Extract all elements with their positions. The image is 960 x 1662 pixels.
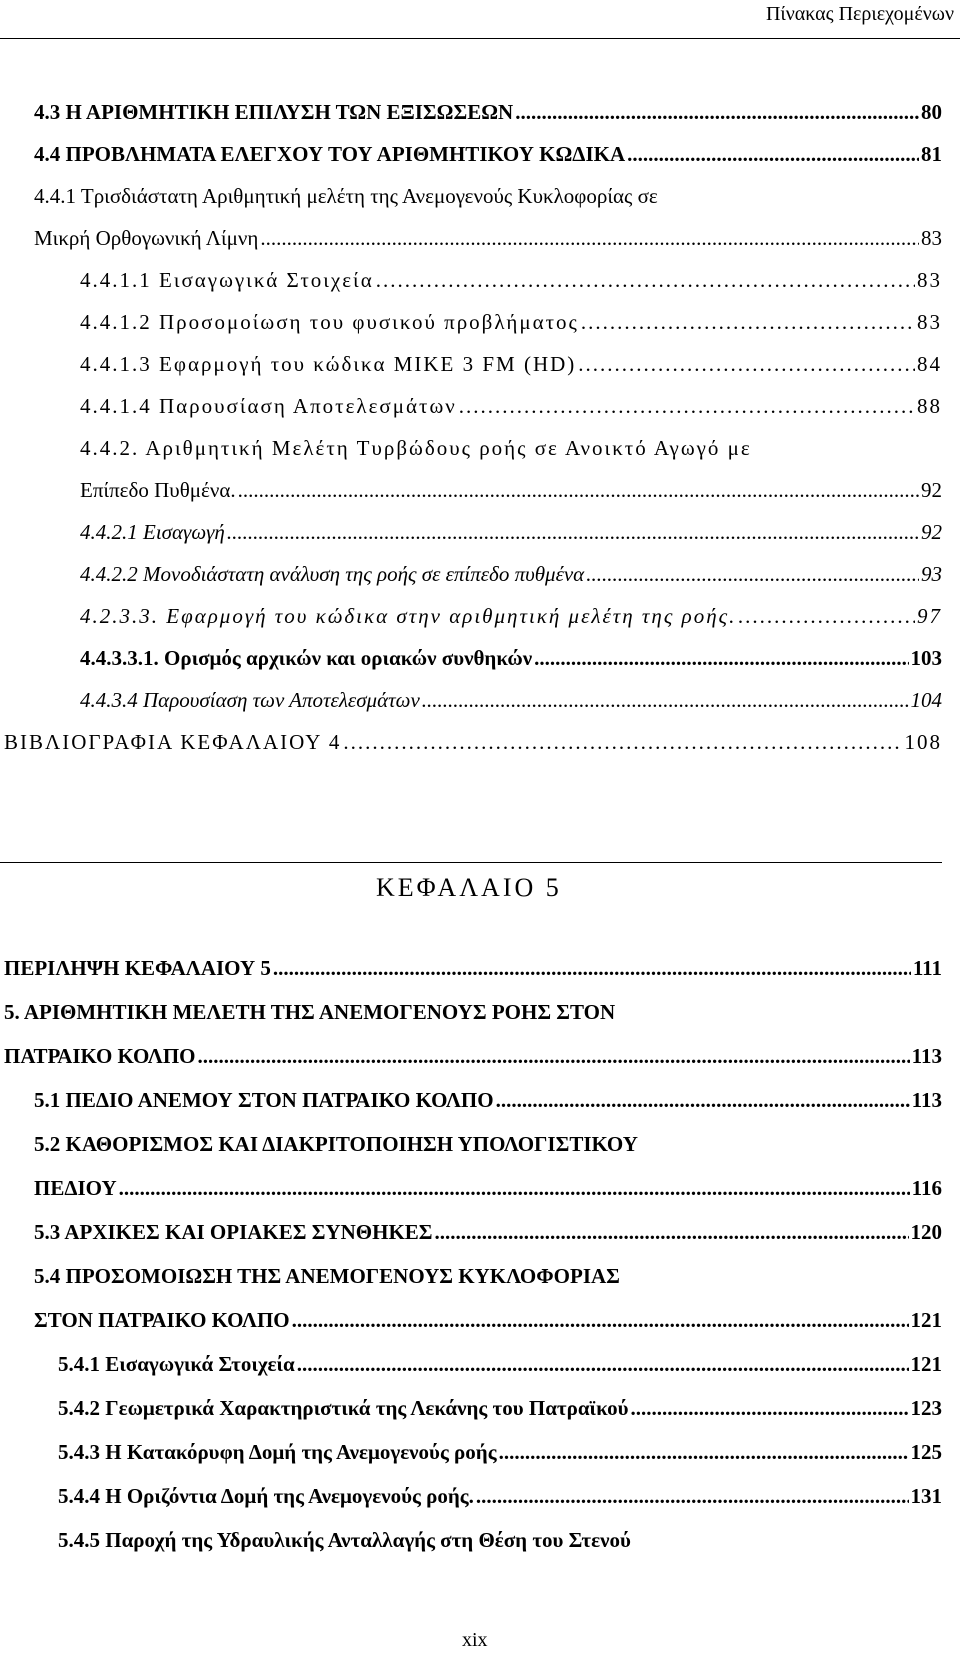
chapter-rule bbox=[0, 862, 942, 863]
toc-entry[interactable]: 4.3 Η ΑΡΙΘΜΗΤΙΚΗ ΕΠΙΛΥΣΗ ΤΩΝ ΕΞΙΣΩΣΕΩΝ ..... 80 bbox=[34, 96, 942, 128]
toc-page-number: 123 bbox=[910, 1396, 942, 1420]
toc-page-number: 80 bbox=[921, 100, 942, 124]
toc-page-number: 121 bbox=[910, 1308, 942, 1332]
toc-entry[interactable]: ΒΙΒΛΙΟΓΡΑΦΙΑ ΚΕΦΑΛΑΙΟΥ 4 ..... 108 bbox=[4, 726, 942, 758]
toc-entry[interactable]: 4.2.3.3. Εφαρμογή του κώδικα στην αριθμητική μελέτη της ροής. ..... 97 bbox=[80, 600, 942, 632]
toc-page-number: 81 bbox=[921, 142, 942, 166]
toc-leader bbox=[238, 474, 919, 506]
toc-page-number: 103 bbox=[910, 646, 942, 670]
toc-leader bbox=[376, 264, 915, 296]
page-number: xix bbox=[462, 1629, 488, 1651]
toc-page-number: 113 bbox=[911, 1088, 942, 1112]
toc-page-number: 120 bbox=[910, 1220, 942, 1244]
header-rule bbox=[0, 38, 960, 39]
toc-entry[interactable]: 4.4.1.2 Προσομοίωση του φυσικού προβλήματος ..... 83 bbox=[80, 306, 942, 338]
toc-leader bbox=[581, 306, 915, 338]
toc-page-number: 93 bbox=[921, 562, 942, 586]
toc-entry[interactable]: Μικρή Ορθογωνική Λίμνη ..... 83 bbox=[34, 222, 942, 254]
toc-leader bbox=[499, 1436, 909, 1468]
toc-page-number: 83 bbox=[917, 310, 942, 334]
toc-page-number: 92 bbox=[921, 520, 942, 544]
toc-leader bbox=[119, 1172, 910, 1204]
toc-page-number: 121 bbox=[910, 1352, 942, 1376]
toc-leader bbox=[227, 516, 919, 548]
toc-page-number: 104 bbox=[910, 688, 942, 712]
toc-leader bbox=[292, 1304, 909, 1336]
toc-page-number: 111 bbox=[912, 956, 942, 980]
toc-page-number: 113 bbox=[911, 1044, 942, 1068]
toc-entry[interactable]: 5. ΑΡΙΘΜΗΤΙΚΗ ΜΕΛΕΤΗ ΤΗΣ ΑΝΕΜΟΓΕΝΟΥΣ ΡΟΗΣ ΣΤΟΝ bbox=[4, 1000, 616, 1024]
toc-leader bbox=[198, 1040, 910, 1072]
toc-entry[interactable]: 4.4.3.3.1. Ορισμός αρχικών και οριακών συνθηκών ..... 103 bbox=[80, 642, 942, 674]
chapter-heading: ΚΕΦΑΛΑΙΟ 5 bbox=[376, 873, 562, 902]
toc-entry[interactable]: ΠΑΤΡΑΙΚΟ ΚΟΛΠΟ ..... 113 bbox=[4, 1040, 942, 1072]
toc-leader bbox=[627, 138, 919, 170]
toc-entry[interactable]: 4.4.3.4 Παρουσίαση των Αποτελεσμάτων ..... 104 bbox=[80, 684, 942, 716]
toc-leader bbox=[515, 96, 919, 128]
toc-entry[interactable]: 4.4 ΠΡΟΒΛΗΜΑΤΑ ΕΛΕΓΧΟΥ ΤΟΥ ΑΡΙΘΜΗΤΙΚΟΥ ΚΩΔΙΚΑ ..... 81 bbox=[34, 138, 942, 170]
toc-page-number: 92 bbox=[921, 478, 942, 502]
toc-entry[interactable]: 5.2 ΚΑΘΟΡΙΣΜΟΣ ΚΑΙ ΔΙΑΚΡΙΤΟΠΟΙΗΣΗ ΥΠΟΛΟΓΙΣΤΙΚΟΥ bbox=[34, 1132, 638, 1156]
toc-entry[interactable]: 5.4.5 Παροχή της Υδραυλικής Ανταλλαγής στη Θέση του Στενού bbox=[58, 1528, 631, 1552]
toc-entry[interactable]: 5.4 ΠΡΟΣΟΜΟΙΩΣΗ ΤΗΣ ΑΝΕΜΟΓΕΝΟΥΣ ΚΥΚΛΟΦΟΡΙΑΣ bbox=[34, 1264, 620, 1288]
toc-leader bbox=[476, 1480, 909, 1512]
running-header: Πίνακας Περιεχομένων bbox=[765, 3, 954, 25]
toc-entry[interactable]: ΠΕΡΙΛΗΨΗ ΚΕΦΑΛΑΙΟΥ 5 ..... 111 bbox=[4, 952, 942, 984]
toc-entry[interactable]: 4.4.1.4 Παρουσίαση Αποτελεσμάτων ..... 88 bbox=[80, 390, 942, 422]
toc-page-number: 88 bbox=[917, 394, 942, 418]
toc-leader bbox=[496, 1084, 910, 1116]
toc-page-number: 131 bbox=[910, 1484, 942, 1508]
toc-leader bbox=[297, 1348, 909, 1380]
toc-entry[interactable]: 4.4.1.3 Εφαρμογή του κώδικα MIKE 3 FM (HD) ..... 84 bbox=[80, 348, 942, 380]
toc-entry[interactable]: 4.4.2.1 Εισαγωγή ..... 92 bbox=[80, 516, 942, 548]
toc-page-number: 108 bbox=[904, 730, 942, 754]
toc-entry[interactable]: 5.4.1 Εισαγωγικά Στοιχεία ..... 121 bbox=[58, 1348, 942, 1380]
toc-leader bbox=[578, 348, 915, 380]
toc-entry[interactable]: 5.3 ΑΡΧΙΚΕΣ ΚΑΙ ΟΡΙΑΚΕΣ ΣΥΝΘΗΚΕΣ ..... 120 bbox=[34, 1216, 942, 1248]
toc-entry[interactable]: 4.4.1 Τρισδιάστατη Αριθμητική μελέτη της Ανεμογενούς Κυκλοφορίας σε bbox=[34, 184, 658, 208]
toc-page-number: 84 bbox=[917, 352, 942, 376]
toc-entry[interactable]: 5.4.4 Η Οριζόντια Δομή της Ανεμογενούς ροής. ..... 131 bbox=[58, 1480, 942, 1512]
toc-entry[interactable]: 5.1 ΠΕΔΙΟ ΑΝΕΜΟΥ ΣΤΟΝ ΠΑΤΡΑΙΚΟ ΚΟΛΠΟ ..... 113 bbox=[34, 1084, 942, 1116]
toc-leader bbox=[273, 952, 911, 984]
toc-entry[interactable]: ΣΤΟΝ ΠΑΤΡΑΙΚΟ ΚΟΛΠΟ ..... 121 bbox=[34, 1304, 942, 1336]
toc-leader bbox=[534, 642, 908, 674]
toc-entry[interactable]: 4.4.2. Αριθμητική Μελέτη Τυρβώδους ροής σε Ανοικτό Αγωγό με bbox=[80, 436, 752, 460]
toc-entry[interactable]: ΠΕΔΙΟΥ ..... 116 bbox=[34, 1172, 942, 1204]
toc-page-number: 83 bbox=[921, 226, 942, 250]
toc-entry[interactable]: 4.4.1.1 Εισαγωγικά Στοιχεία ..... 83 bbox=[80, 264, 942, 296]
toc-page-number: 116 bbox=[911, 1176, 942, 1200]
toc-leader bbox=[459, 390, 915, 422]
toc-page-number: 83 bbox=[917, 268, 942, 292]
toc-leader bbox=[435, 1216, 909, 1248]
toc-leader bbox=[343, 726, 902, 758]
toc-entry[interactable]: Επίπεδο Πυθμένα. ..... 92 bbox=[80, 474, 942, 506]
toc-page-number: 125 bbox=[910, 1440, 942, 1464]
toc-leader bbox=[422, 684, 909, 716]
toc-leader bbox=[738, 600, 915, 632]
toc-page-number: 97 bbox=[917, 604, 942, 628]
toc-leader bbox=[586, 558, 919, 590]
toc-entry[interactable]: 5.4.2 Γεωμετρικά Χαρακτηριστικά της Λεκάνης του Πατραϊκού ..... 123 bbox=[58, 1392, 942, 1424]
toc-leader bbox=[260, 222, 919, 254]
toc-entry[interactable]: 5.4.3 Η Κατακόρυφη Δομή της Ανεμογενούς ροής ..... 125 bbox=[58, 1436, 942, 1468]
toc-entry[interactable]: 4.4.2.2 Μονοδιάστατη ανάλυση της ροής σε επίπεδο πυθμένα ..... 93 bbox=[80, 558, 942, 590]
toc-leader bbox=[631, 1392, 909, 1424]
